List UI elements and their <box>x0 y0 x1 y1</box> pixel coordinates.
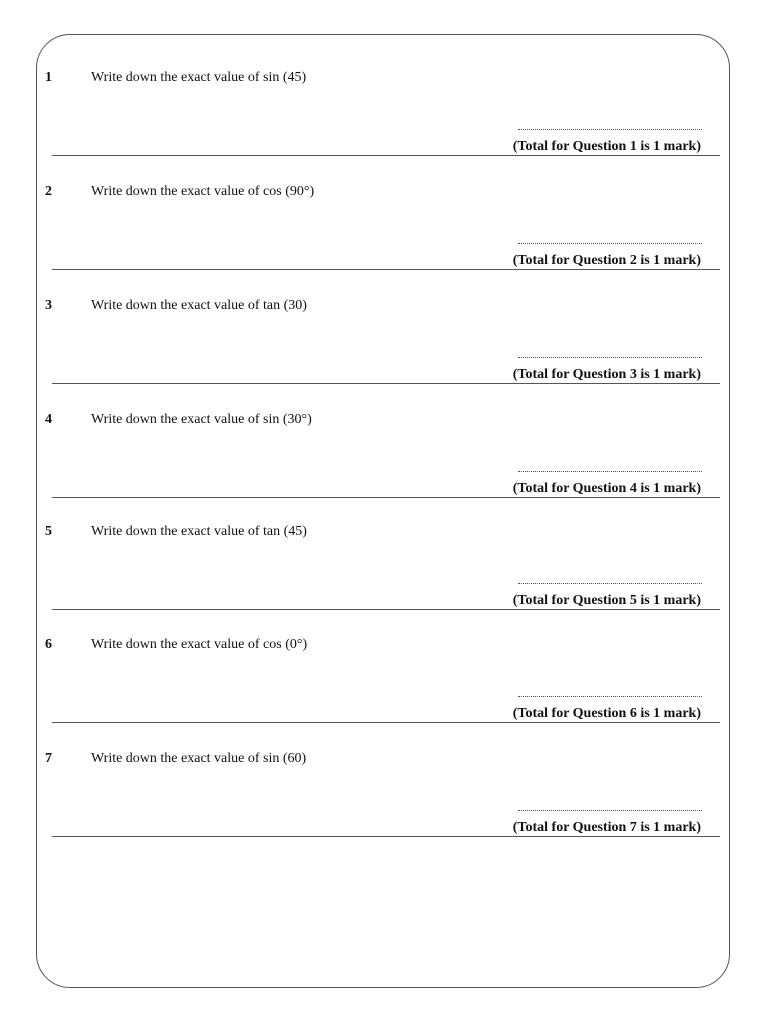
total-mark: (Total for Question 2 is 1 mark) <box>512 253 701 268</box>
question-3 <box>0 297 768 411</box>
question-text: Write down the exact value of sin (30°) <box>91 412 312 427</box>
total-mark: (Total for Question 1 is 1 mark) <box>512 139 701 154</box>
total-mark: (Total for Question 6 is 1 mark) <box>512 706 701 721</box>
question-1 <box>0 69 768 183</box>
question-text: Write down the exact value of tan (45) <box>91 524 307 539</box>
question-divider <box>52 155 720 156</box>
question-5 <box>0 523 768 637</box>
question-divider <box>52 836 720 837</box>
question-number: 5 <box>45 524 52 539</box>
answer-line[interactable] <box>518 696 702 697</box>
answer-line[interactable] <box>518 583 702 584</box>
question-4 <box>0 411 768 525</box>
answer-line[interactable] <box>518 357 702 358</box>
question-number: 2 <box>45 184 52 199</box>
answer-line[interactable] <box>518 129 702 130</box>
question-divider <box>52 269 720 270</box>
total-mark: (Total for Question 3 is 1 mark) <box>512 367 701 382</box>
question-7 <box>0 750 768 864</box>
answer-line[interactable] <box>518 810 702 811</box>
question-6 <box>0 636 768 750</box>
total-mark: (Total for Question 7 is 1 mark) <box>512 820 701 835</box>
question-text: Write down the exact value of cos (0°) <box>91 637 308 652</box>
question-number: 4 <box>45 412 52 427</box>
question-2 <box>0 183 768 297</box>
answer-line[interactable] <box>518 243 702 244</box>
question-number: 6 <box>45 637 52 652</box>
question-number: 7 <box>45 751 52 766</box>
question-text: Write down the exact value of sin (60) <box>91 751 307 766</box>
total-mark: (Total for Question 4 is 1 mark) <box>512 481 701 496</box>
question-divider <box>52 722 720 723</box>
question-text: Write down the exact value of tan (30) <box>91 298 307 313</box>
answer-line[interactable] <box>518 471 702 472</box>
total-mark: (Total for Question 5 is 1 mark) <box>512 593 701 608</box>
question-number: 1 <box>45 70 52 85</box>
question-divider <box>52 609 720 610</box>
question-divider <box>52 497 720 498</box>
question-divider <box>52 383 720 384</box>
question-text: Write down the exact value of sin (45) <box>91 70 307 85</box>
question-number: 3 <box>45 298 52 313</box>
question-text: Write down the exact value of cos (90°) <box>91 184 315 199</box>
